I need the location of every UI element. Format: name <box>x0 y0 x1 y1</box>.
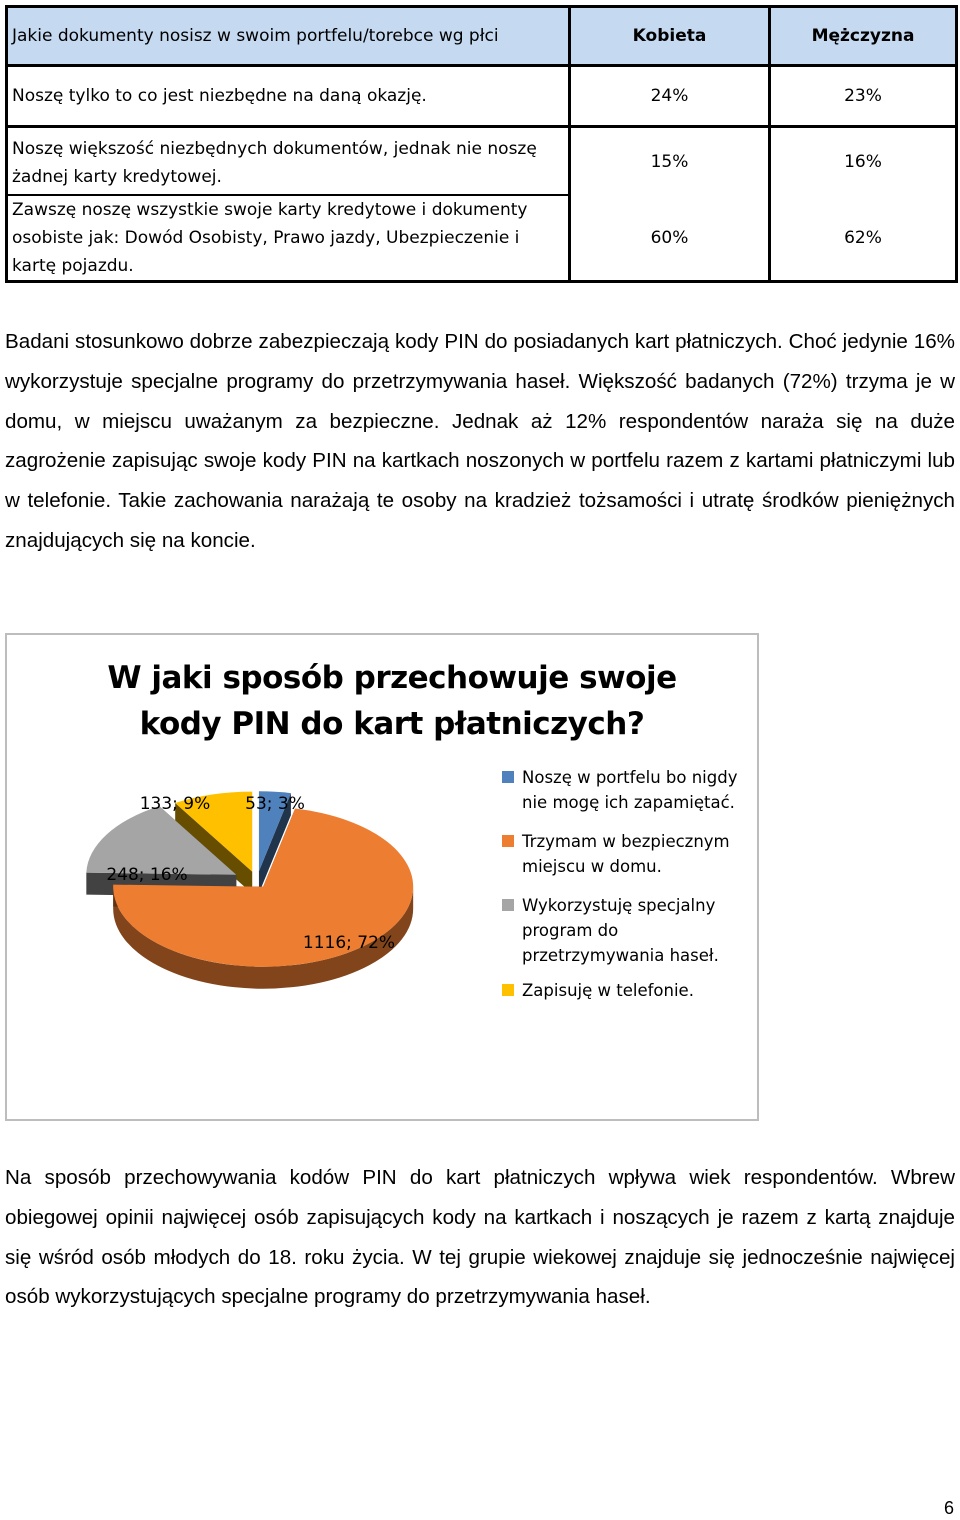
pin-storage-pie-chart <box>5 633 759 1121</box>
legend-label: Zapisuję w telefonie. <box>522 981 694 1000</box>
body-paragraph-age-influence: Na sposób przechowywania kodów PIN do kart płatniczych wpływa wiek respondentów. Wbrew obiegowej opinii najwięcej osób zapisujących kody na kartkach i noszących je razem z kartą znajduje się wśród osób młodych do 18. roku życia. W tej grupie wiekowej znajduje się jednocześnie najwięcej osób wykorzystujących specjalne programy do przetrzymywania haseł. <box>5 1166 955 1309</box>
table-row-text: Noszę większość niezbędnych dokumentów, jednak nie noszę żadnej karty kredytowej. <box>7 127 570 196</box>
legend-swatch <box>502 899 514 911</box>
table-header-question: Jakie dokumenty nosisz w swoim portfelu/torebce wg płci <box>7 7 570 66</box>
pie-data-label: 248; 16% <box>106 865 188 885</box>
pie-data-label: 133; 9% <box>139 794 211 814</box>
chart-title-line2: kody PIN do kart płatniczych? <box>139 706 645 742</box>
legend-swatch <box>502 984 514 996</box>
legend-item <box>502 765 752 815</box>
chart-legend <box>502 765 752 1017</box>
table-cell-female: 60% <box>570 195 770 282</box>
pie-data-label: 53; 3% <box>245 794 305 814</box>
table-header-female: Kobieta <box>570 7 770 66</box>
legend-item <box>502 829 752 879</box>
table-header-male: Mężczyzna <box>770 7 957 66</box>
table-cell-male: 23% <box>770 66 957 127</box>
legend-swatch <box>502 771 514 783</box>
legend-item <box>502 893 752 968</box>
body-paragraph-pin-security: Badani stosunkowo dobrze zabezpieczają kody PIN do posiadanych kart płatniczych. Choć jedynie 16% wykorzystuje specjalne programy do przetrzymywania haseł. Większość badanych (72%) trzyma je w domu, w miejscu uważanym za bezpieczne. Jednak aż 12% respondentów naraża się na duże zagrożenie zapisując swoje kody PIN na kartkach noszonych w portfelu razem z kartami płatniczymi lub w telefonie. Takie zachowania narażają te osoby na kradzież tożsamości i utratę środków pieniężnych znajdujących się na koncie. <box>5 330 955 552</box>
legend-label: Trzymam w bezpiecznym miejscu w domu. <box>522 832 730 876</box>
legend-item <box>502 978 752 1003</box>
table-row-text: Noszę tylko to co jest niezbędne na daną okazję. <box>7 66 570 127</box>
table-row-text: Zawszę noszę wszystkie swoje karty kredytowe i dokumenty osobiste jak: Dowód Osobisty, Prawo jazdy, Ubezpieczenie i kartę pojazdu. <box>7 195 570 282</box>
table-row <box>7 195 957 282</box>
table-cell-male: 62% <box>770 195 957 282</box>
table-cell-female: 15% <box>570 127 770 196</box>
table-row <box>7 127 957 196</box>
table-cell-female: 24% <box>570 66 770 127</box>
chart-title-line1: W jaki sposób przechowuje swoje <box>107 660 677 696</box>
page-number: 6 <box>943 1498 954 1518</box>
table-header-row <box>7 7 957 66</box>
survey-table <box>5 5 958 283</box>
table-cell-male: 16% <box>770 127 957 196</box>
legend-label: Wykorzystuję specjalny program do przetrzymywania haseł. <box>522 896 719 965</box>
table-row <box>7 66 957 127</box>
pie-data-label: 1116; 72% <box>302 933 396 953</box>
legend-swatch <box>502 835 514 847</box>
legend-label: Noszę w portfelu bo nigdy nie mogę ich zapamiętać. <box>522 768 738 812</box>
